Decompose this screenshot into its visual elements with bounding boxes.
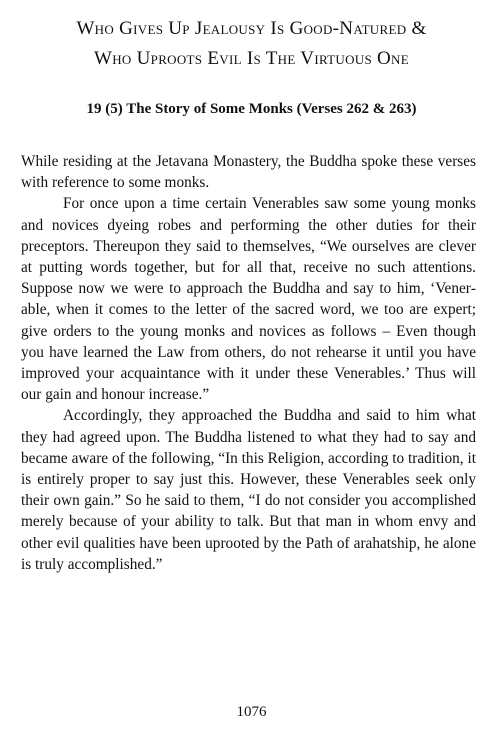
story-heading: 19 (5) The Story of Some Monks (Verses 262 & 263) <box>86 101 417 117</box>
chapter-title-line-1: Who Gives Up Jealousy Is Good-Natured & <box>76 18 427 39</box>
body-text <box>21 151 476 575</box>
chapter-title <box>10 14 493 74</box>
paragraph-2: For once upon a time certain Venerables saw some young monks and novices dyeing robes and performing the other duties for their preceptors. Thereupon they said to themselves, “We ourselves are clever at putting words together, but for all that, receive no such attentions. Suppose now we were to approach the Buddha and say to him, ‘Venerable, when it comes to the letter of the sacred word, we too are expert; give orders to the young monks and novices as follows – Even though you have learned the Law from others, do not rehearse it until you have improved your acquaintance with it under these Venerables.’ Thus will our gain and honour increase.” <box>21 195 476 404</box>
page-number: 1076 <box>236 704 267 720</box>
paragraph-1: While residing at the Jetavana Monastery, the Buddha spoke these verses with reference to some monks. <box>21 153 476 192</box>
chapter-title-line-2: Who Uproots Evil Is The Virtuous One <box>94 48 409 69</box>
paragraph-3: Accordingly, they approached the Buddha and said to him what they had agreed upon. The Buddha listened to what they had to say and became aware of the following, “In this Religion, according to tradition, it is entirely proper to say just this. However, these Venerables seek only their own gain.” So he said to them, “I do not consider you accomplished merely because of your ability to talk. But that man in whom envy and other evil qualities have been uprooted by the Path of arahatship, he alone is truly accomplished.” <box>21 407 476 573</box>
